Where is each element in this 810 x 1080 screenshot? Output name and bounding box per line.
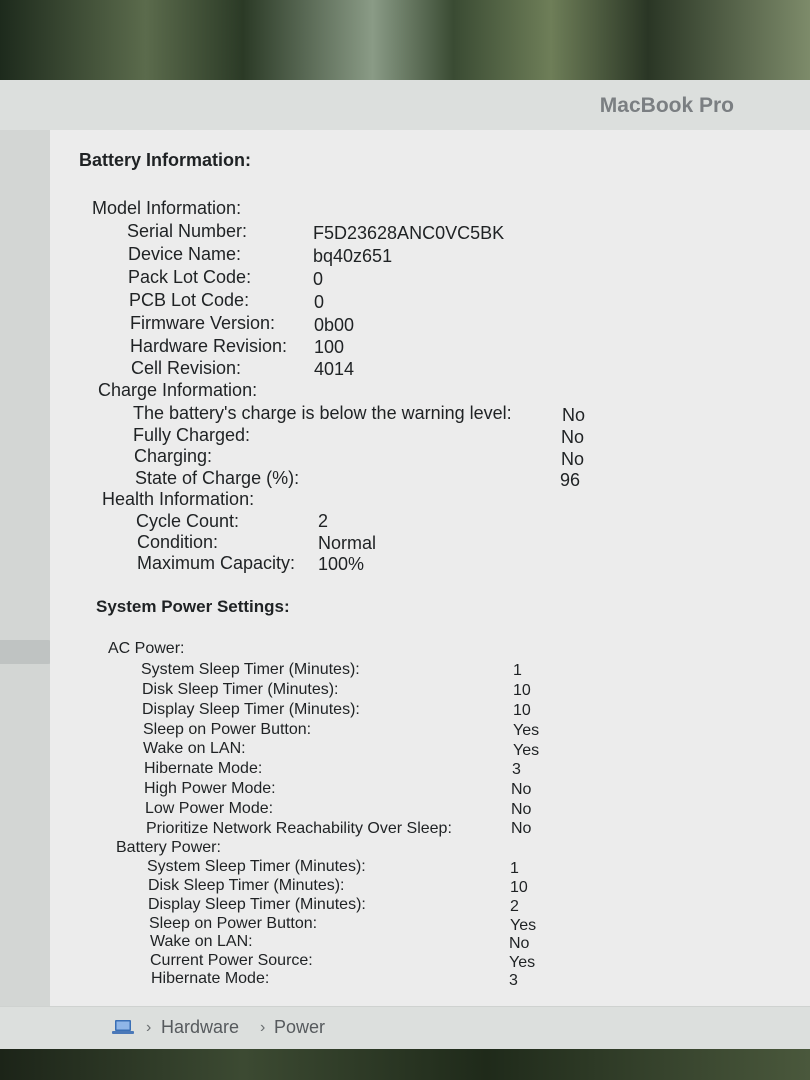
maximum-capacity-value: 100% (318, 554, 365, 574)
condition-label: Condition: (137, 532, 219, 552)
bat-current-power-source-value: Yes (509, 954, 536, 971)
hardware-revision-value: 100 (314, 337, 345, 357)
charging-label: Charging: (134, 446, 213, 466)
ac-wake-on-lan-value: Yes (513, 742, 540, 759)
device-name-value: bq40z651 (313, 246, 393, 266)
ac-system-sleep-value: 1 (513, 662, 522, 679)
breadcrumb-separator-1: › (146, 1019, 152, 1036)
charge-warning-label: The battery's charge is below the warning level: (133, 403, 512, 423)
breadcrumb-separator-2: › (260, 1019, 266, 1036)
ac-hibernate-mode-value: 3 (512, 761, 521, 778)
bat-current-power-source-label: Current Power Source: (150, 952, 313, 969)
window-title: MacBook Pro (599, 94, 734, 117)
ac-sleep-power-button-value: Yes (513, 722, 540, 739)
battery-information-heading: Battery Information: (79, 150, 252, 170)
charging-value: No (561, 449, 585, 469)
cycle-count-value: 2 (318, 511, 329, 531)
titlebar (0, 80, 810, 130)
detail-pane[interactable] (50, 130, 810, 1006)
ac-low-power-mode-label: Low Power Mode: (145, 800, 274, 817)
ac-display-sleep-value: 10 (513, 702, 531, 719)
system-information-window (0, 80, 810, 1048)
cell-revision-value: 4014 (314, 359, 355, 379)
pcb-lot-code-value: 0 (314, 292, 325, 312)
sidebar-selected-item[interactable] (0, 640, 54, 664)
path-bar (0, 1006, 810, 1049)
ac-disk-sleep-label: Disk Sleep Timer (Minutes): (142, 681, 339, 698)
pack-lot-code-value: 0 (313, 269, 324, 289)
bat-disk-sleep-value: 10 (510, 879, 528, 896)
background-photo-top (0, 0, 810, 82)
bat-sleep-power-button-value: Yes (510, 917, 537, 934)
cell-revision-label: Cell Revision: (131, 358, 242, 378)
ac-system-sleep-label: System Sleep Timer (Minutes): (141, 661, 360, 678)
ac-low-power-mode-value: No (511, 801, 532, 818)
serial-number-label: Serial Number: (127, 221, 248, 241)
bat-hibernate-mode-value: 3 (509, 972, 518, 989)
bat-disk-sleep-label: Disk Sleep Timer (Minutes): (148, 877, 345, 894)
model-information-label: Model Information: (92, 198, 242, 218)
device-name-label: Device Name: (128, 244, 242, 264)
laptop-icon (112, 1019, 134, 1035)
bat-system-sleep-value: 1 (510, 860, 519, 877)
pack-lot-code-label: Pack Lot Code: (128, 267, 252, 287)
ac-disk-sleep-value: 10 (513, 682, 531, 699)
ac-sleep-power-button-label: Sleep on Power Button: (143, 721, 312, 738)
bat-display-sleep-label: Display Sleep Timer (Minutes): (148, 896, 366, 913)
ac-hibernate-mode-label: Hibernate Mode: (144, 760, 263, 777)
pcb-lot-code-label: PCB Lot Code: (129, 290, 250, 310)
fully-charged-value: No (561, 427, 585, 447)
hardware-revision-label: Hardware Revision: (130, 336, 288, 356)
firmware-version-value: 0b00 (314, 315, 355, 335)
ac-network-reachability-value: No (511, 820, 532, 837)
ac-high-power-mode-label: High Power Mode: (144, 780, 276, 797)
system-power-settings-heading: System Power Settings: (96, 597, 290, 616)
battery-power-label: Battery Power: (116, 839, 221, 856)
bat-sleep-power-button-label: Sleep on Power Button: (149, 915, 318, 932)
bat-display-sleep-value: 2 (510, 898, 519, 915)
breadcrumb-power[interactable]: Power (274, 1017, 326, 1037)
fully-charged-label: Fully Charged: (133, 425, 251, 445)
state-of-charge-label: State of Charge (%): (135, 468, 300, 488)
sidebar[interactable] (0, 130, 50, 1008)
health-information-label: Health Information: (102, 489, 255, 509)
state-of-charge-value: 96 (560, 470, 581, 490)
ac-power-label: AC Power: (108, 640, 185, 657)
bat-wake-on-lan-label: Wake on LAN: (150, 933, 253, 950)
charge-warning-value: No (562, 405, 586, 425)
serial-number-value: F5D23628ANC0VC5BK (313, 223, 505, 243)
condition-value: Normal (318, 533, 377, 553)
background-photo-bottom (0, 1046, 810, 1080)
ac-network-reachability-label: Prioritize Network Reachability Over Sleep: (146, 820, 452, 837)
firmware-version-label: Firmware Version: (130, 313, 276, 333)
cycle-count-label: Cycle Count: (136, 511, 240, 531)
charge-information-label: Charge Information: (98, 380, 258, 400)
bat-wake-on-lan-value: No (509, 935, 530, 952)
bat-hibernate-mode-label: Hibernate Mode: (151, 970, 270, 987)
ac-display-sleep-label: Display Sleep Timer (Minutes): (142, 701, 360, 718)
ac-high-power-mode-value: No (511, 781, 532, 798)
maximum-capacity-label: Maximum Capacity: (137, 553, 296, 573)
bat-system-sleep-label: System Sleep Timer (Minutes): (147, 858, 366, 875)
breadcrumb-hardware[interactable]: Hardware (161, 1017, 240, 1037)
ac-wake-on-lan-label: Wake on LAN: (143, 740, 246, 757)
